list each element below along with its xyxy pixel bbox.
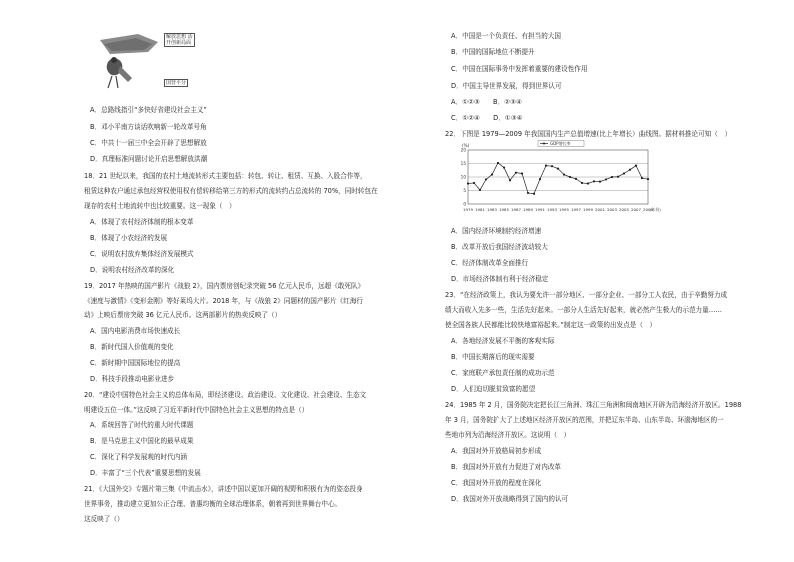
- x-tick-label: 1981: [475, 207, 485, 212]
- question-line: 23．“在经济政策上，我认为要允许一部分地区、一部分企业、一部分工人农民，由于辛勤努力成: [445, 291, 728, 299]
- gdp-data-point: [629, 169, 631, 171]
- option-line: B．体现了小农经济的发展: [90, 234, 168, 242]
- question-line: 些地市列为沿海经济开放区。这说明（ ）: [445, 431, 571, 439]
- gdp-data-point: [509, 179, 511, 181]
- gdp-data-point: [527, 192, 529, 194]
- question-line: 这反映了（）: [84, 515, 124, 523]
- gdp-data-point: [491, 173, 493, 175]
- y-axis-unit: (%): [462, 143, 470, 148]
- option-line: A．中国是一个负责任、有担当的大国: [451, 32, 562, 40]
- question-line: 动》上映后票房突破 36 亿元人民币。这两部影片的热卖反映了（）: [84, 311, 282, 319]
- question-line: 绩大而收入先多一些，生活先好起来。一部分人生活先好起来，就必然产生极大的示范力量……: [445, 306, 722, 314]
- gdp-data-point: [521, 172, 523, 174]
- gdp-data-point: [545, 165, 547, 167]
- x-tick-label: 1999: [583, 207, 593, 212]
- question-line: 22．下图是 1979—2009 年我国国内生产总值增速(比上年增长）曲线图。据材料推论可知（ ）: [445, 130, 732, 138]
- option-line: A．体现了农村经济体制的根本变革: [90, 218, 194, 226]
- gdp-data-point: [539, 178, 541, 180]
- option-line: D．我国对外开放战略得到了国内的认可: [451, 495, 569, 503]
- x-tick-label: 1997: [571, 207, 581, 212]
- cartoon-drawing: [98, 32, 160, 90]
- y-tick-label: 15: [460, 161, 466, 166]
- x-tick-label: 1979: [463, 207, 473, 212]
- option-line: A．国内经济环境制约经济增速: [451, 227, 542, 235]
- question-line: 世界事务，推动建立更加公正合理、普惠均衡的全球治理体系，朝着再到世界舞台中心。: [84, 500, 342, 508]
- option-line: B．是马克思主义中国化的最早成果: [90, 437, 194, 445]
- gdp-data-point: [503, 166, 505, 168]
- legend-marker: [543, 143, 545, 145]
- x-tick-label: 1985: [499, 207, 509, 212]
- x-tick-label: 2005: [619, 207, 629, 212]
- gdp-data-point: [467, 182, 469, 184]
- x-tick-label: 1993: [547, 207, 557, 212]
- option-line: A．系统回答了时代的重大时代课题: [90, 421, 194, 429]
- question-line: 年 3 月，国务院扩大了上述地区经济开放区的范围，并把辽东半岛、山东半岛、环渤海地区的一: [445, 416, 724, 424]
- gdp-data-point: [647, 178, 649, 180]
- question-line: 19．2017 年热映的国产影片《战狼 2》，国内票房创纪录突破 56 亿元人民币，远超《敢死队》: [84, 282, 365, 290]
- option-line: B．邓小平南方谈话吹响新一轮改革号角: [90, 123, 207, 131]
- option-line: A．①②③ B．②③④: [451, 98, 522, 106]
- x-tick-label: 2003: [607, 207, 617, 212]
- gdp-data-point: [599, 180, 601, 182]
- y-tick-label: 5: [463, 188, 466, 193]
- option-line: A．各地经济发展不平衡的客观实际: [451, 337, 555, 345]
- option-line: A．我国对外开放格局初步形成: [451, 447, 542, 455]
- x-tick-label: 1987: [511, 207, 521, 212]
- x-tick-label: 1989: [523, 207, 533, 212]
- y-tick-label: 10: [460, 174, 466, 180]
- legend-label: GDP增长率: [550, 141, 571, 146]
- gdp-data-point: [587, 182, 589, 184]
- option-line: A．国内电影消费市场快速成长: [90, 327, 181, 335]
- option-line: D．人们迫切脱贫致富的愿望: [451, 385, 536, 393]
- option-line: B．中国长期落后的现实需要: [451, 353, 535, 361]
- option-line: D．中国主导世界发展，得到世界认可: [451, 82, 562, 90]
- option-line: D．真理标准问题讨论开启思想解放洪潮: [90, 155, 208, 163]
- gdp-data-point: [641, 177, 643, 179]
- gdp-data-point: [479, 189, 481, 191]
- gdp-data-point: [515, 172, 517, 174]
- gdp-data-point: [581, 182, 583, 184]
- option-line: D．科技手段推动电影业进步: [90, 375, 175, 383]
- gdp-data-point: [473, 182, 475, 184]
- cartoon-tag-1-line1: 解放思想 活: [166, 34, 193, 40]
- gdp-data-point: [485, 178, 487, 180]
- gdp-growth-chart: [452, 140, 670, 218]
- gdp-data-point: [569, 176, 571, 178]
- cartoon-tag-1-line2: 开创新局面: [166, 40, 192, 46]
- x-tick-label: 2007: [631, 207, 641, 212]
- gdp-data-point: [563, 173, 565, 175]
- y-tick-label: 0: [463, 201, 466, 207]
- question-line: 租赁这种农户通过承包经营权使用权有偿转移给第三方的形式的流转约占总流转的 70%，同时转包在: [84, 187, 378, 195]
- option-line: C．家庭联产承包责任制的成功示范: [451, 369, 555, 377]
- question-line: 使全国各族人民都能比较快地富裕起来。”制定这一政策的出发点是（ ）: [445, 321, 657, 329]
- x-tick-label: 1995: [559, 207, 569, 212]
- x-tick-label: 2001: [595, 207, 605, 212]
- gdp-data-point: [497, 162, 499, 164]
- option-line: C．深化了科学发展观的时代内涵: [90, 453, 187, 461]
- option-line: B．中国的国际地位不断提升: [451, 48, 535, 56]
- gdp-data-point: [593, 180, 595, 182]
- option-line: C．我国对外开放的程度在深化: [451, 479, 542, 487]
- gdp-data-point: [623, 172, 625, 174]
- option-line: C．经济体制改革全面推行: [451, 259, 529, 267]
- gdp-data-point: [617, 176, 619, 178]
- gdp-data-point: [533, 193, 535, 195]
- cartoon-tag-1: [164, 33, 195, 47]
- cartoon-tag-2-text: 国营平分: [166, 80, 187, 86]
- x-tick-label: 1983: [487, 207, 497, 212]
- option-line: B．新时代国人价值观的变化: [90, 343, 174, 351]
- option-line: C．①②④ D．①③④: [451, 114, 523, 122]
- question-line: 明建设五位一体。”这反映了习近平新时代中国特色社会主义思想的特点是（）: [84, 406, 309, 414]
- question-line: 20．“建设中国特色社会主义的总体布局，即经济建设、政治建设、文化建设、社会建设、生态文: [84, 391, 367, 399]
- gdp-data-point: [611, 176, 613, 178]
- question-line: 24．1985 年 2 月，国务院决定把长江三角洲、珠江三角洲和闽南地区开辟为沿海经济开放区。1988: [445, 401, 742, 409]
- gdp-data-point: [551, 165, 553, 167]
- cartoon-tag-2: [164, 79, 188, 87]
- option-line: C．新时期中国国际地位的提高: [90, 359, 181, 367]
- option-line: D．说明农村经济改革的深化: [90, 266, 175, 274]
- gdp-data-point: [557, 168, 559, 170]
- option-line: D．市场经济体制有利于经济稳定: [451, 275, 549, 283]
- cartoon-illustration: [98, 32, 160, 90]
- gdp-data-point: [605, 178, 607, 180]
- option-line: B．我国对外开放有力促进了对内改革: [451, 463, 562, 471]
- option-line: C．说明农村放弃集体经济发展模式: [90, 250, 194, 258]
- gdp-data-point: [575, 178, 577, 180]
- x-tick-label: 2009: [643, 207, 653, 212]
- option-line: D．丰富了“三个代表”重要思想的发展: [90, 469, 201, 477]
- question-line: 21．《大国外交》专题片第三集《中流击水》，讲述中国以更加开阔的视野和积极有为的姿态投身: [84, 485, 363, 493]
- gdp-data-point: [635, 165, 637, 167]
- option-line: C．中共十一届三中全会开辟了思想解放: [90, 139, 207, 147]
- question-line: 《速度与激情》《变形金刚》等好莱坞大片。2018 年，与《战狼 2》同题材的国产影片《红海行: [84, 297, 364, 305]
- option-line: B．改革开放后我国经济波动较大: [451, 243, 548, 251]
- option-line: C．中国在国际事务中发挥着重要的建设性作用: [451, 65, 588, 73]
- question-line: 18．21 世纪以来，我国的农村土地流转形式主要包括：转包、转让、租赁、互换、入股合作等，: [84, 172, 367, 180]
- y-tick-label: 20: [460, 147, 466, 153]
- question-line: 现存的农村土地流转中也比较重要。这一现象（ ）: [84, 202, 236, 210]
- x-tick-label: 1991: [535, 207, 545, 212]
- x-axis-unit: (年份): [650, 207, 661, 212]
- option-line: A．总路线指引“多快好省建设社会主义”: [90, 106, 207, 114]
